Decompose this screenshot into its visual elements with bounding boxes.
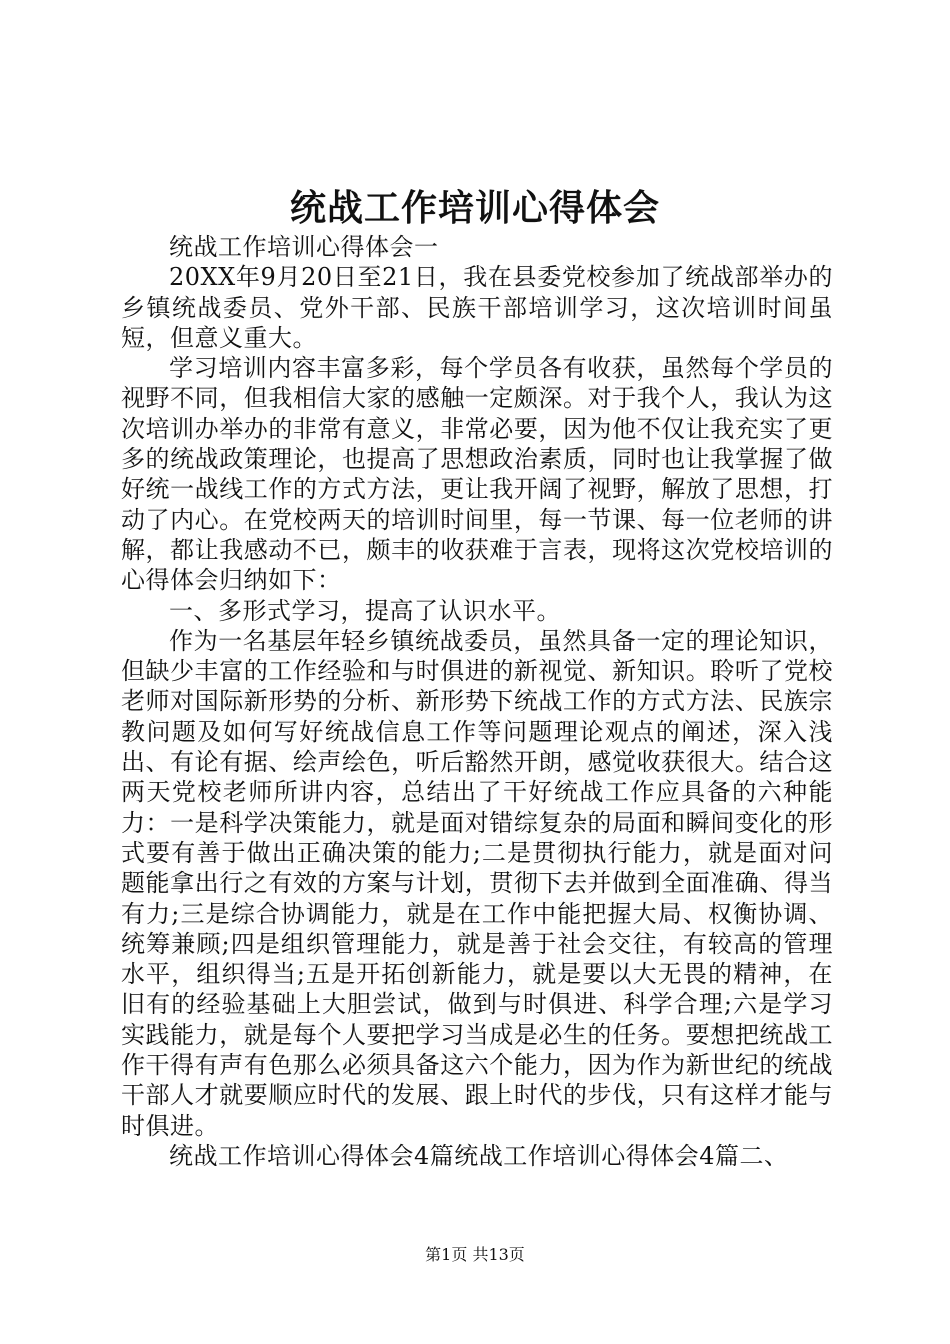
document-body — [121, 232, 833, 1171]
body-paragraph: 20XX年9月20日至21日，我在县委党校参加了统战部举办的乡镇统战委员、党外干部、民族干部培训学习，这次培训时间虽短，但意义重大。 — [121, 263, 833, 352]
section-heading: 统战工作培训心得体会一 — [169, 233, 439, 261]
body-paragraph: 统战工作培训心得体会4篇统战工作培训心得体会4篇二、 — [169, 1141, 789, 1170]
body-paragraph: 作为一名基层年轻乡镇统战委员，虽然具备一定的理论知识，但缺少丰富的工作经验和与时俱进的新视觉、新知识。聆听了党校老师对国际新形势的分析、新形势下统战工作的方式方法、民族宗教问题及如何写好统战信息工作等问题理论观点的阐述，深入浅出、有论有据、绘声绘色，听后豁然开朗，感觉收获很大。结合这两天党校老师所讲内容，总结出了干好统战工作应具备的六种能力：一是科学决策能力，就是面对错综复杂的局面和瞬间变化的形式要有善于做出正确决策的能力;二是贯彻执行能力，就是面对问题能拿出行之有效的方案与计划，贯彻下去并做到全面准确、得当有力;三是综合协调能力，就是在工作中能把握大局、权衡协调、统筹兼顾;四是组织管理能力，就是善于社会交往，有较高的管理水平，组织得当;五是开拓创新能力，就是要以大无畏的精神，在旧有的经验基础上大胆尝试，做到与时俱进、科学合理;六是学习实践能力，就是每个人要把学习当成是必生的任务。要想把统战工作干得有声有色那么必须具备这六个能力，因为作为新世纪的统战干部人才就要顺应时代的发展、跟上时代的步伐，只有这样才能与时俱进。 — [121, 626, 833, 1140]
section-heading: 一、多形式学习，提高了认识水平。 — [169, 596, 561, 625]
page-number: 第1页 共13页 — [425, 1245, 525, 1264]
body-paragraph: 学习培训内容丰富多彩，每个学员各有收获，虽然每个学员的视野不同，但我相信大家的感触一定颇深。对于我个人，我认为这次培训办举办的非常有意义，非常必要，因为他不仅让我充实了更多的统战政策理论，也提高了思想政治素质，同时也让我掌握了做好统一战线工作的方式方法，更让我开阔了视野，解放了思想，打动了内心。在党校两天的培训时间里，每一节课、每一位老师的讲解，都让我感动不已，颇丰的收获难于言表，现将这次党校培训的心得体会归纳如下： — [121, 354, 833, 595]
document-title: 统战工作培训心得体会 — [289, 187, 660, 229]
